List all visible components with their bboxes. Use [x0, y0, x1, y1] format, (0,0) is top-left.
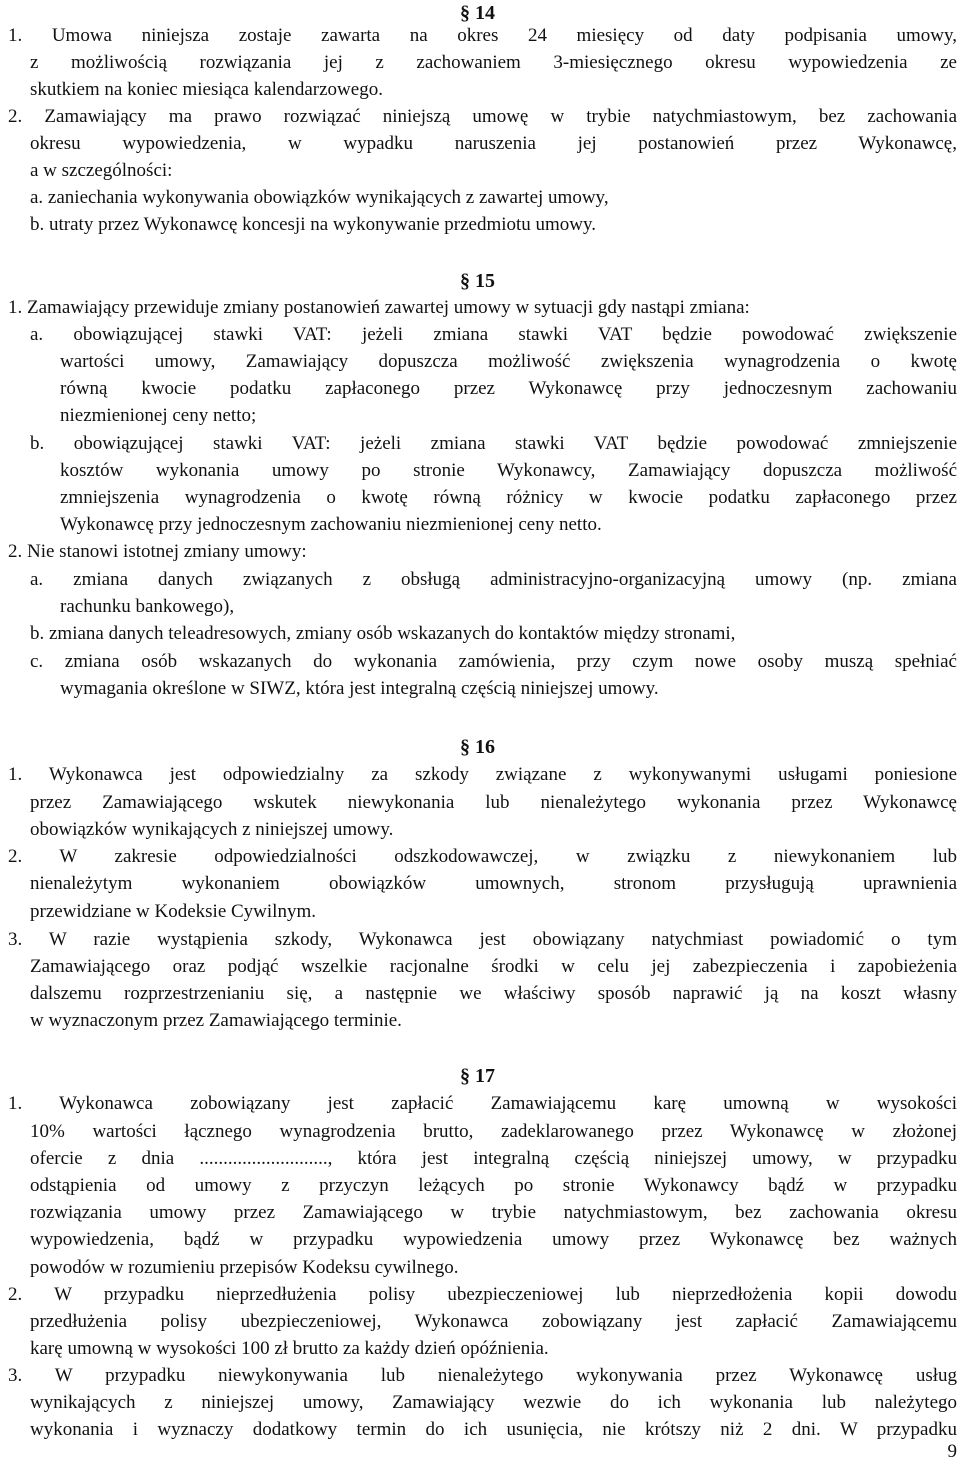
paragraph-line: 1. Umowa niniejsza zostaje zawarta na okres 24 miesięcy od daty podpisania umowy, [8, 25, 957, 46]
paragraph-line: 3. W przypadku niewykonywania lub nienależytego wykonywania przez Wykonawcę usług [8, 1365, 957, 1386]
paragraph-line: w wyznaczonym przez Zamawiającego terminie. [30, 1010, 402, 1031]
paragraph-line: z możliwością rozwiązania jej z zachowaniem 3-miesięcznego okresu wypowiedzenia ze [30, 52, 957, 73]
paragraph-line: przedłużenia polisy ubezpieczeniowej, Wykonawca zobowiązany jest zapłacić Zamawiającemu [30, 1311, 957, 1332]
paragraph-line: 2. W zakresie odpowiedzialności odszkodowawczej, w związku z niewykonaniem lub [8, 846, 957, 867]
paragraph-line: przewidziane w Kodeksie Cywilnym. [30, 901, 316, 922]
paragraph-line: wartości umowy, Zamawiający dopuszcza możliwość zwiększenia wynagrodzenia o kwotę [60, 351, 957, 372]
paragraph-line: 1. Wykonawca jest odpowiedzialny za szkody związane z wykonywanymi usługami poniesione [8, 764, 957, 785]
list-item: a. zmiana danych związanych z obsługą administracyjno-organizacyjną umowy (np. zmiana [30, 569, 957, 590]
section-heading-16: § 16 [460, 736, 495, 758]
list-item: b. zmiana danych teleadresowych, zmiany osób wskazanych do kontaktów między stronami, [30, 623, 736, 644]
paragraph-line: karę umowną w wysokości 100 zł brutto za każdy dzień opóźnienia. [30, 1338, 549, 1359]
paragraph-line: ofercie z dnia ..........................., która jest integralną częścią niniejszej umowy, w przypadku [30, 1148, 957, 1169]
paragraph-line: 2. Nie stanowi istotnej zmiany umowy: [8, 541, 307, 562]
paragraph-line: 1. Zamawiający przewiduje zmiany postanowień zawartej umowy w sytuacji gdy nastąpi zmiana: [8, 297, 750, 318]
paragraph-line: niezmienionej ceny netto; [60, 405, 257, 426]
paragraph-line: obowiązków wynikających z niniejszej umowy. [30, 819, 394, 840]
paragraph-line: powodów w rozumieniu przepisów Kodeksu cywilnego. [30, 1257, 459, 1278]
list-item: c. zmiana osób wskazanych do wykonania zamówienia, przy czym nowe osoby muszą spełniać [30, 651, 957, 672]
paragraph-line: nienależytym wykonaniem obowiązków umownych, stronom przysługują uprawnienia [30, 873, 957, 894]
paragraph-line: okresu wypowiedzenia, w wypadku naruszenia jej postanowień przez Wykonawcę, [30, 133, 957, 154]
section-heading-15: § 15 [460, 270, 495, 292]
section-heading-17: § 17 [460, 1065, 495, 1087]
paragraph-line: 10% wartości łącznego wynagrodzenia brutto, zadeklarowanego przez Wykonawcę w złożonej [30, 1121, 957, 1142]
page-number: 9 [947, 1441, 957, 1462]
paragraph-line: odstąpienia od umowy z przyczyn leżących po stronie Wykonawcy bądź w przypadku [30, 1175, 957, 1196]
section-heading-14: § 14 [460, 2, 495, 24]
paragraph-line: rozwiązania umowy przez Zamawiającego w trybie natychmiastowym, bez zachowania okresu [30, 1202, 957, 1223]
paragraph-line: przez Zamawiającego wskutek niewykonania lub nienależytego wykonania przez Wykonawcę [30, 792, 957, 813]
list-item: b. obowiązującej stawki VAT: jeżeli zmiana stawki VAT będzie powodować zmniejszenie [30, 433, 957, 454]
paragraph-line: Zamawiającego oraz podjąć wszelkie racjonalne środki w celu jej zabezpieczenia i zapobieżenia [30, 956, 957, 977]
paragraph-line: 2. Zamawiający ma prawo rozwiązać niniejszą umowę w trybie natychmiastowym, bez zachowania [8, 106, 957, 127]
paragraph-line: równą kwocie podatku zapłaconego przez Wykonawcę przy jednoczesnym zachowaniu [60, 378, 957, 399]
paragraph-line: rachunku bankowego), [60, 596, 235, 617]
paragraph-line: 1. Wykonawca zobowiązany jest zapłacić Zamawiającemu karę umowną w wysokości [8, 1093, 957, 1114]
list-item: a. obowiązującej stawki VAT: jeżeli zmiana stawki VAT będzie powodować zwiększenie [30, 324, 957, 345]
paragraph-line: wypowiedzenia, bądź w przypadku wypowiedzenia umowy przez Wykonawcę bez ważnych [30, 1229, 957, 1250]
paragraph-line: 3. W razie wystąpienia szkody, Wykonawca jest obowiązany natychmiast powiadomić o tym [8, 929, 957, 950]
paragraph-line: a w szczególności: [30, 160, 173, 181]
paragraph-line: kosztów wykonania umowy po stronie Wykonawcy, Zamawiający dopuszcza możliwość [60, 460, 957, 481]
paragraph-line: 2. W przypadku nieprzedłużenia polisy ubezpieczeniowej lub nieprzedłożenia kopii dowodu [8, 1284, 957, 1305]
list-item: b. utraty przez Wykonawcę koncesji na wykonywanie przedmiotu umowy. [30, 214, 597, 235]
paragraph-line: Wykonawcę przy jednoczesnym zachowaniu niezmienionej ceny netto. [60, 514, 602, 535]
paragraph-line: zmniejszenia wynagrodzenia o kwotę równą różnicy w kwocie podatku zapłaconego przez [60, 487, 957, 508]
paragraph-line: wymagania określone w SIWZ, która jest integralną częścią niniejszej umowy. [60, 678, 659, 699]
paragraph-line: wynikających z niniejszej umowy, Zamawiający wezwie do ich wykonania lub należytego [30, 1392, 957, 1413]
list-item: a. zaniechania wykonywania obowiązków wynikających z zawartej umowy, [30, 187, 609, 208]
paragraph-line: dalszemu rozprzestrzenianiu się, a następnie we właściwy sposób naprawić ją na koszt własny [30, 983, 957, 1004]
paragraph-line: wykonania i wyznaczy dodatkowy termin do ich usunięcia, nie krótszy niż 2 dni. W przypadku [30, 1419, 957, 1440]
paragraph-line: skutkiem na koniec miesiąca kalendarzowego. [30, 79, 383, 100]
